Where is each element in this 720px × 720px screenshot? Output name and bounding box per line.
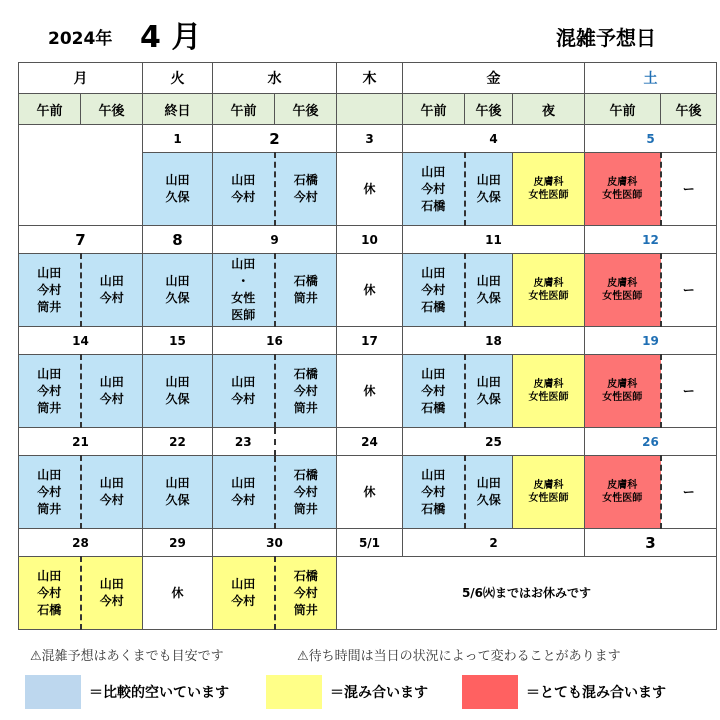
schedule-row xyxy=(19,456,717,529)
date-number: 30 xyxy=(213,529,337,557)
period-pm: 午後 xyxy=(81,94,143,125)
date-row xyxy=(19,327,717,355)
period-pm: 午後 xyxy=(465,94,513,125)
date-number: 24 xyxy=(337,428,403,456)
doctor-slot: 山田 今村 筒井 xyxy=(19,254,81,327)
date-number: 23 xyxy=(213,428,275,456)
doctor-slot: 石橋 今村 筒井 xyxy=(275,456,337,529)
date-number: 26 xyxy=(585,428,717,456)
period-am: 午前 xyxy=(585,94,661,125)
date-number: 22 xyxy=(143,428,213,456)
legend-label: ＝混み合います xyxy=(330,685,428,701)
date-number: 21 xyxy=(19,428,143,456)
period-pm: 午後 xyxy=(275,94,337,125)
date-number: 14 xyxy=(19,327,143,355)
doctor-slot: 山田 今村 石橋 xyxy=(403,456,465,529)
schedule-row xyxy=(19,254,717,327)
schedule-row xyxy=(19,557,717,630)
date-number: 10 xyxy=(337,226,403,254)
date-row xyxy=(19,125,717,153)
period-night: 夜 xyxy=(513,94,585,125)
date-number: 9 xyxy=(213,226,337,254)
doctor-slot: 皮膚科 女性医師 xyxy=(585,456,661,529)
period-pm: 午後 xyxy=(661,94,717,125)
doctor-slot: 山田 今村 xyxy=(213,557,275,630)
date-number: 5 xyxy=(585,125,717,153)
legend-busy xyxy=(266,675,428,709)
weekday-header-row xyxy=(19,63,717,94)
doctor-slot: 山田 久保 xyxy=(143,254,213,327)
doctor-slot: 皮膚科 女性医師 xyxy=(585,254,661,327)
doctor-slot: 山田 今村 xyxy=(81,355,143,428)
date-number: 5/1 xyxy=(337,529,403,557)
dash-slot: ー xyxy=(661,153,717,226)
date-number: 17 xyxy=(337,327,403,355)
date-row xyxy=(19,529,717,557)
weekday-fri: 金 xyxy=(403,63,585,94)
doctor-slot: 山田 今村 筒井 xyxy=(19,355,81,428)
weekday-wed: 水 xyxy=(213,63,337,94)
date-number: 11 xyxy=(403,226,585,254)
date-number: 2 xyxy=(403,529,585,557)
period-allday: 終日 xyxy=(143,94,213,125)
date-number: 15 xyxy=(143,327,213,355)
weekday-thu: 木 xyxy=(337,63,403,94)
legend-swatch-blue xyxy=(25,675,81,709)
doctor-slot: 山田 久保 xyxy=(465,254,513,327)
closed-slot: 休 xyxy=(337,355,403,428)
legend-label: ＝とても混み合います xyxy=(526,685,666,701)
doctor-slot: 山田 今村 石橋 xyxy=(19,557,81,630)
doctor-slot: 山田 久保 xyxy=(465,153,513,226)
page-title: 混雑予想日 xyxy=(556,26,656,50)
closed-slot: 休 xyxy=(143,557,213,630)
empty-cell xyxy=(19,125,143,226)
doctor-slot: 山田 久保 xyxy=(143,456,213,529)
date-number: 25 xyxy=(403,428,585,456)
weekday-tue: 火 xyxy=(143,63,213,94)
period-header-row xyxy=(19,94,717,125)
date-number: 12 xyxy=(585,226,717,254)
holiday-notice: 5/6㈫まではお休みです xyxy=(337,557,717,630)
doctor-slot: 皮膚科 女性医師 xyxy=(513,254,585,327)
date-row xyxy=(19,428,717,456)
date-number: 1 xyxy=(143,125,213,153)
date-number: 4 xyxy=(403,125,585,153)
legend-swatch-red xyxy=(462,675,518,709)
date-number: 28 xyxy=(19,529,143,557)
legend-swatch-yellow xyxy=(266,675,322,709)
doctor-slot: 山田 久保 xyxy=(465,355,513,428)
period-am: 午前 xyxy=(213,94,275,125)
doctor-slot: 山田 久保 xyxy=(143,153,213,226)
doctor-slot: 皮膚科 女性医師 xyxy=(513,355,585,428)
closed-slot: 休 xyxy=(337,153,403,226)
closed-slot: 休 xyxy=(337,456,403,529)
doctor-slot: 皮膚科 女性医師 xyxy=(513,153,585,226)
weekday-mon: 月 xyxy=(19,63,143,94)
legend-vacant xyxy=(25,675,229,709)
legend-very-busy xyxy=(462,675,666,709)
doctor-slot: 皮膚科 女性医師 xyxy=(585,355,661,428)
doctor-slot: 山田 今村 石橋 xyxy=(403,355,465,428)
period-empty xyxy=(337,94,403,125)
doctor-slot: 山田 ・ 女性 医師 xyxy=(213,254,275,327)
doctor-slot: 山田 今村 筒井 xyxy=(19,456,81,529)
doctor-slot: 山田 久保 xyxy=(465,456,513,529)
empty-cell xyxy=(275,428,337,456)
date-number: 16 xyxy=(213,327,337,355)
year-label: 2024年 xyxy=(48,29,113,49)
period-am: 午前 xyxy=(19,94,81,125)
date-number: 3 xyxy=(585,529,717,557)
doctor-slot: 石橋 今村 筒井 xyxy=(275,355,337,428)
date-number: 18 xyxy=(403,327,585,355)
period-am: 午前 xyxy=(403,94,465,125)
legend-label: ＝比較的空いています xyxy=(89,685,229,701)
date-number: 3 xyxy=(337,125,403,153)
waiting-time-note: ⚠待ち時間は当日の状況によって変わることがあります xyxy=(297,649,621,664)
date-number: 29 xyxy=(143,529,213,557)
doctor-slot: 石橋 筒井 xyxy=(275,254,337,327)
doctor-slot: 皮膚科 女性医師 xyxy=(585,153,661,226)
date-row xyxy=(19,226,717,254)
weekday-sat: 土 xyxy=(585,63,717,94)
disclaimer-note: ⚠混雑予想はあくまでも目安です xyxy=(30,649,224,664)
month-label: 4 月 xyxy=(140,20,202,55)
doctor-slot: 山田 今村 xyxy=(81,557,143,630)
dash-slot: ー xyxy=(661,456,717,529)
doctor-slot: 山田 今村 石橋 xyxy=(403,153,465,226)
doctor-slot: 山田 今村 xyxy=(213,456,275,529)
congestion-calendar xyxy=(18,62,717,630)
schedule-row xyxy=(19,355,717,428)
date-number: 2 xyxy=(213,125,337,153)
doctor-slot: 皮膚科 女性医師 xyxy=(513,456,585,529)
doctor-slot: 山田 今村 xyxy=(213,355,275,428)
doctor-slot: 山田 今村 xyxy=(213,153,275,226)
doctor-slot: 山田 久保 xyxy=(143,355,213,428)
doctor-slot: 山田 今村 xyxy=(81,254,143,327)
date-number: 7 xyxy=(19,226,143,254)
date-number: 19 xyxy=(585,327,717,355)
closed-slot: 休 xyxy=(337,254,403,327)
dash-slot: ー xyxy=(661,254,717,327)
dash-slot: ー xyxy=(661,355,717,428)
doctor-slot: 石橋 今村 筒井 xyxy=(275,557,337,630)
date-number: 8 xyxy=(143,226,213,254)
doctor-slot: 山田 今村 石橋 xyxy=(403,254,465,327)
doctor-slot: 山田 今村 xyxy=(81,456,143,529)
doctor-slot: 石橋 今村 xyxy=(275,153,337,226)
